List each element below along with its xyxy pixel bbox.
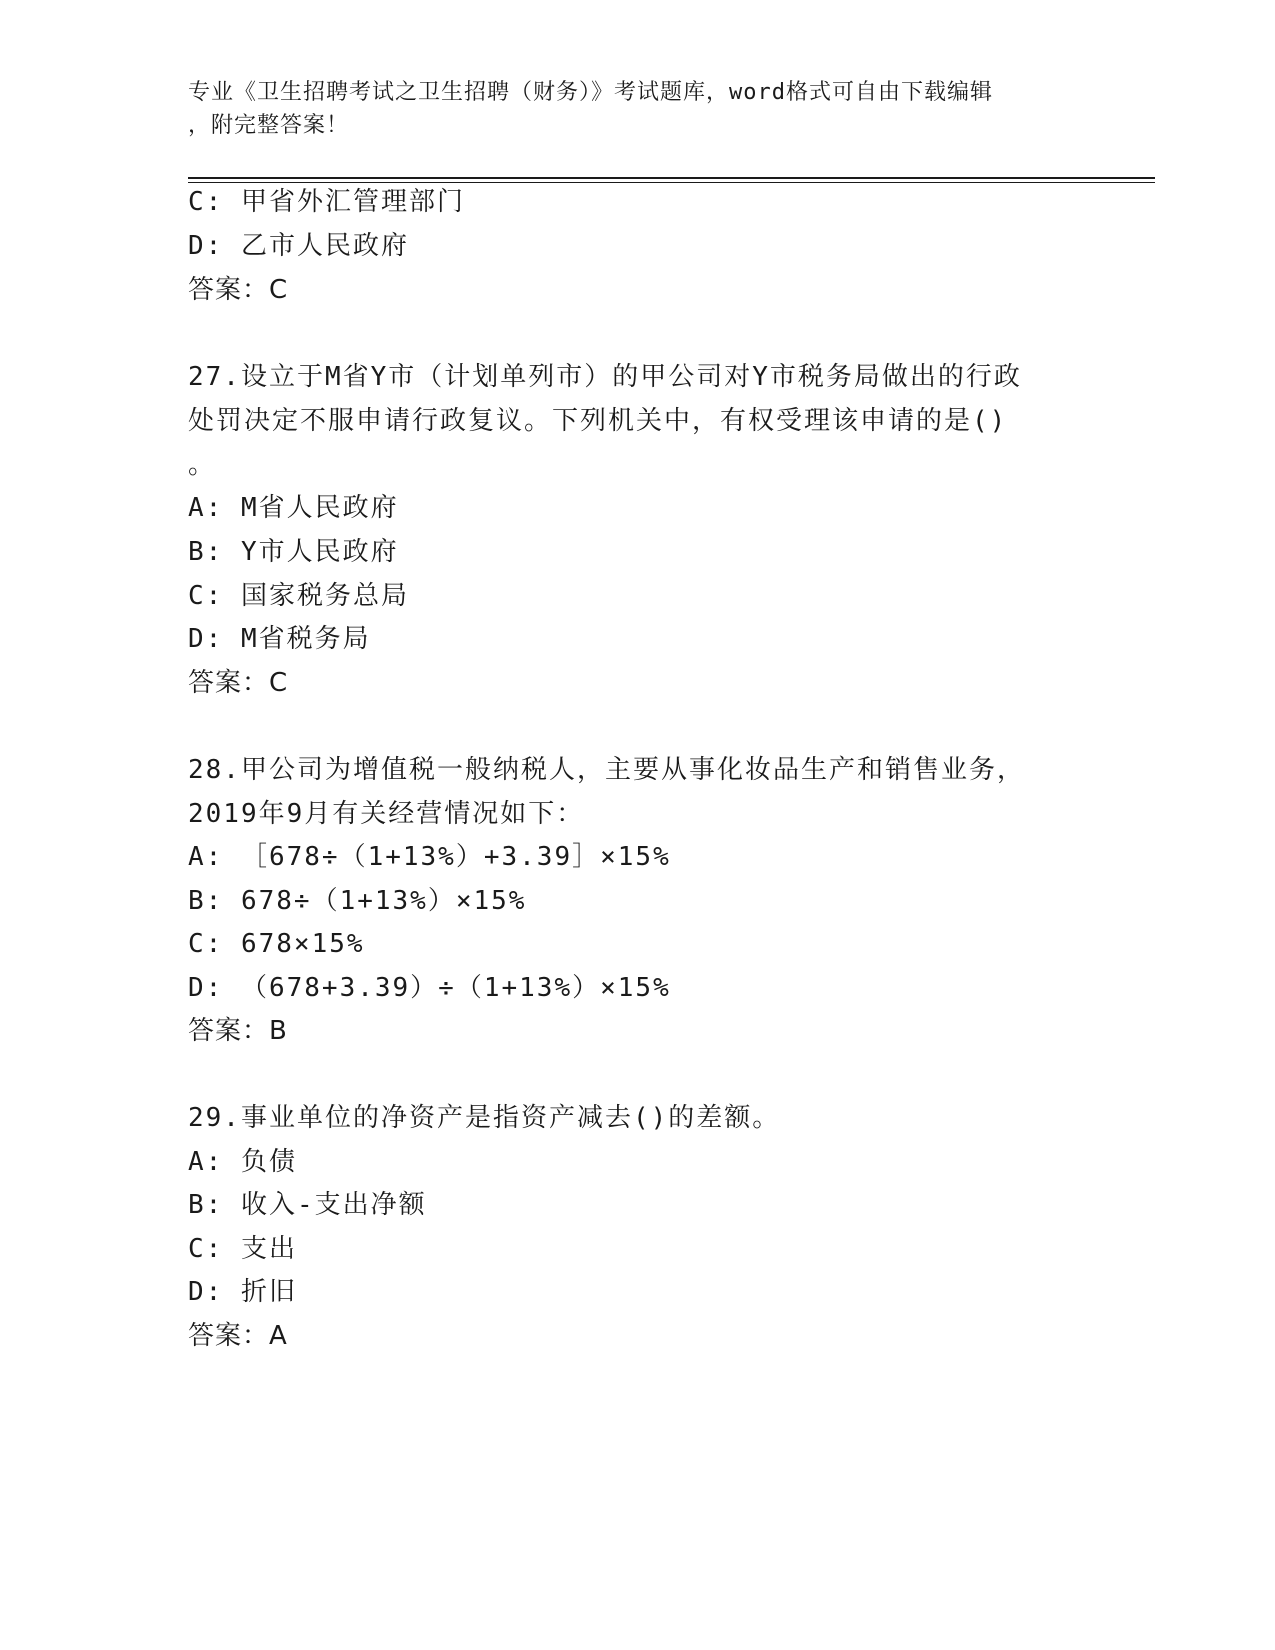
q27-answer: 答案：C xyxy=(188,668,289,698)
header-line-1: 专业《卫生招聘考试之卫生招聘（财务）》考试题库，word格式可自由下载编辑 xyxy=(188,80,993,105)
q28-option-b: B: 678÷（1+13%）×15% xyxy=(188,886,527,916)
document-header xyxy=(188,76,1088,142)
q29-option-d: D: 折旧 xyxy=(188,1277,297,1307)
q27-stem-line-1: 27.设立于M省Y市（计划单列市）的甲公司对Y市税务局做出的行政 xyxy=(188,362,1022,392)
header-line-2: ，附完整答案！ xyxy=(188,113,350,138)
q27-stem-line-2: 处罚决定不服申请行政复议。下列机关中，有权受理该申请的是() xyxy=(188,406,1008,436)
q28-stem-line-1: 28.甲公司为增值税一般纳税人，主要从事化妆品生产和销售业务， xyxy=(188,755,1025,785)
q28-stem-line-2: 2019年9月有关经营情况如下： xyxy=(188,799,585,829)
header-divider-thin xyxy=(188,182,1155,183)
q28-answer: 答案：B xyxy=(188,1016,288,1046)
q26-option-c: C: 甲省外汇管理部门 xyxy=(188,187,465,217)
q29-option-a: A: 负债 xyxy=(188,1147,297,1177)
q27-option-a: A: M省人民政府 xyxy=(188,493,399,523)
q26-option-d: D: 乙市人民政府 xyxy=(188,231,409,261)
q28-option-c: C: 678×15% xyxy=(188,929,365,959)
q29-option-b: B: 收入-支出净额 xyxy=(188,1190,427,1220)
q29-stem-line-1: 29.事业单位的净资产是指资产减去()的差额。 xyxy=(188,1103,781,1133)
q29-answer: 答案：A xyxy=(188,1321,288,1351)
q27-option-b: B: Y市人民政府 xyxy=(188,537,399,567)
q29-option-c: C: 支出 xyxy=(188,1234,297,1264)
q27-stem-line-3: 。 xyxy=(188,450,217,480)
q28-option-a: A: ［678÷（1+13%）+3.39］×15% xyxy=(188,842,671,872)
q27-option-d: D: M省税务局 xyxy=(188,624,371,654)
q27-option-c: C: 国家税务总局 xyxy=(188,581,409,611)
q28-option-d: D: （678+3.39）÷（1+13%）×15% xyxy=(188,973,671,1003)
q26-answer: 答案：C xyxy=(188,275,289,305)
header-divider xyxy=(188,177,1155,179)
